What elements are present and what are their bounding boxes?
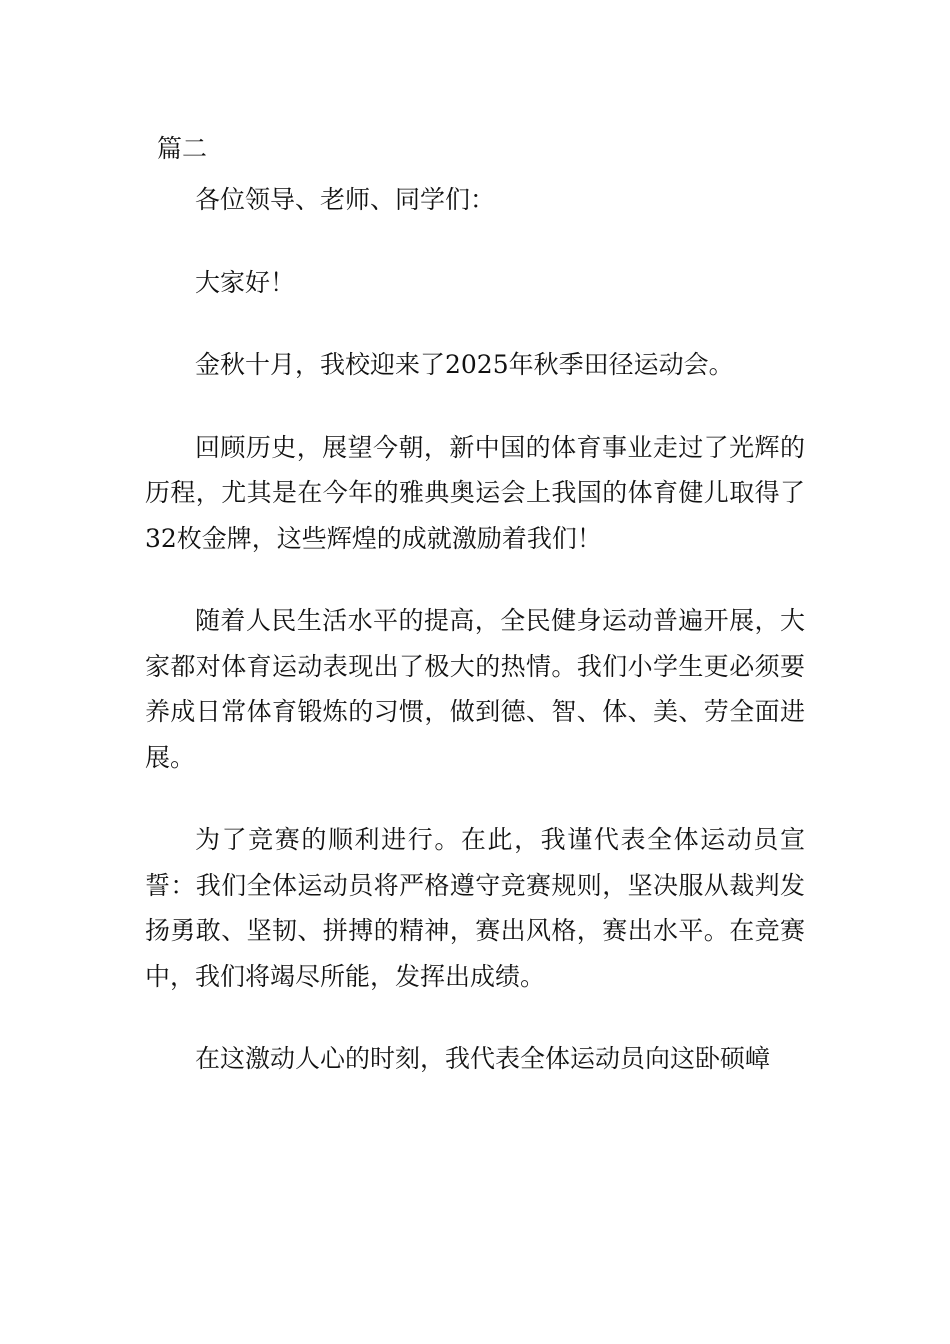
paragraph-history: 回顾历史，展望今朝，新中国的体育事业走过了光辉的历程，尤其是在今年的雅典奥运会上我国的体育健儿取得了32枚金牌，这些辉煌的成就激励着我们！ bbox=[145, 432, 805, 553]
section-heading: 篇二 bbox=[157, 134, 208, 163]
paragraph-salutation: 各位领导、老师、同学们： bbox=[195, 185, 496, 214]
paragraph-fitness: 随着人民生活水平的提高，全民健身运动普遍开展，大家都对体育运动表现出了极大的热情。我们小学生更必须要养成日常体育锻炼的习惯，做到德、智、体、美、劳全面进展。 bbox=[145, 606, 805, 772]
document-body bbox=[145, 177, 805, 1119]
paragraph-greeting: 大家好！ bbox=[195, 267, 296, 297]
paragraph-closing: 在这激动人心的时刻，我代表全体运动员向这卧硕嶂 bbox=[195, 1044, 771, 1073]
paragraph-oath: 为了竞赛的顺利进行。在此，我谨代表全体运动员宣誓：我们全体运动员将严格遵守竞赛规则，坚决服从裁判发扬勇敢、坚韧、拼搏的精神，赛出风格，赛出水平。在竞赛中，我们将竭尽所能，发挥出成绩。 bbox=[145, 825, 805, 991]
paragraph-intro: 金秋十月，我校迎来了2025年秋季田径运动会。 bbox=[195, 350, 734, 379]
